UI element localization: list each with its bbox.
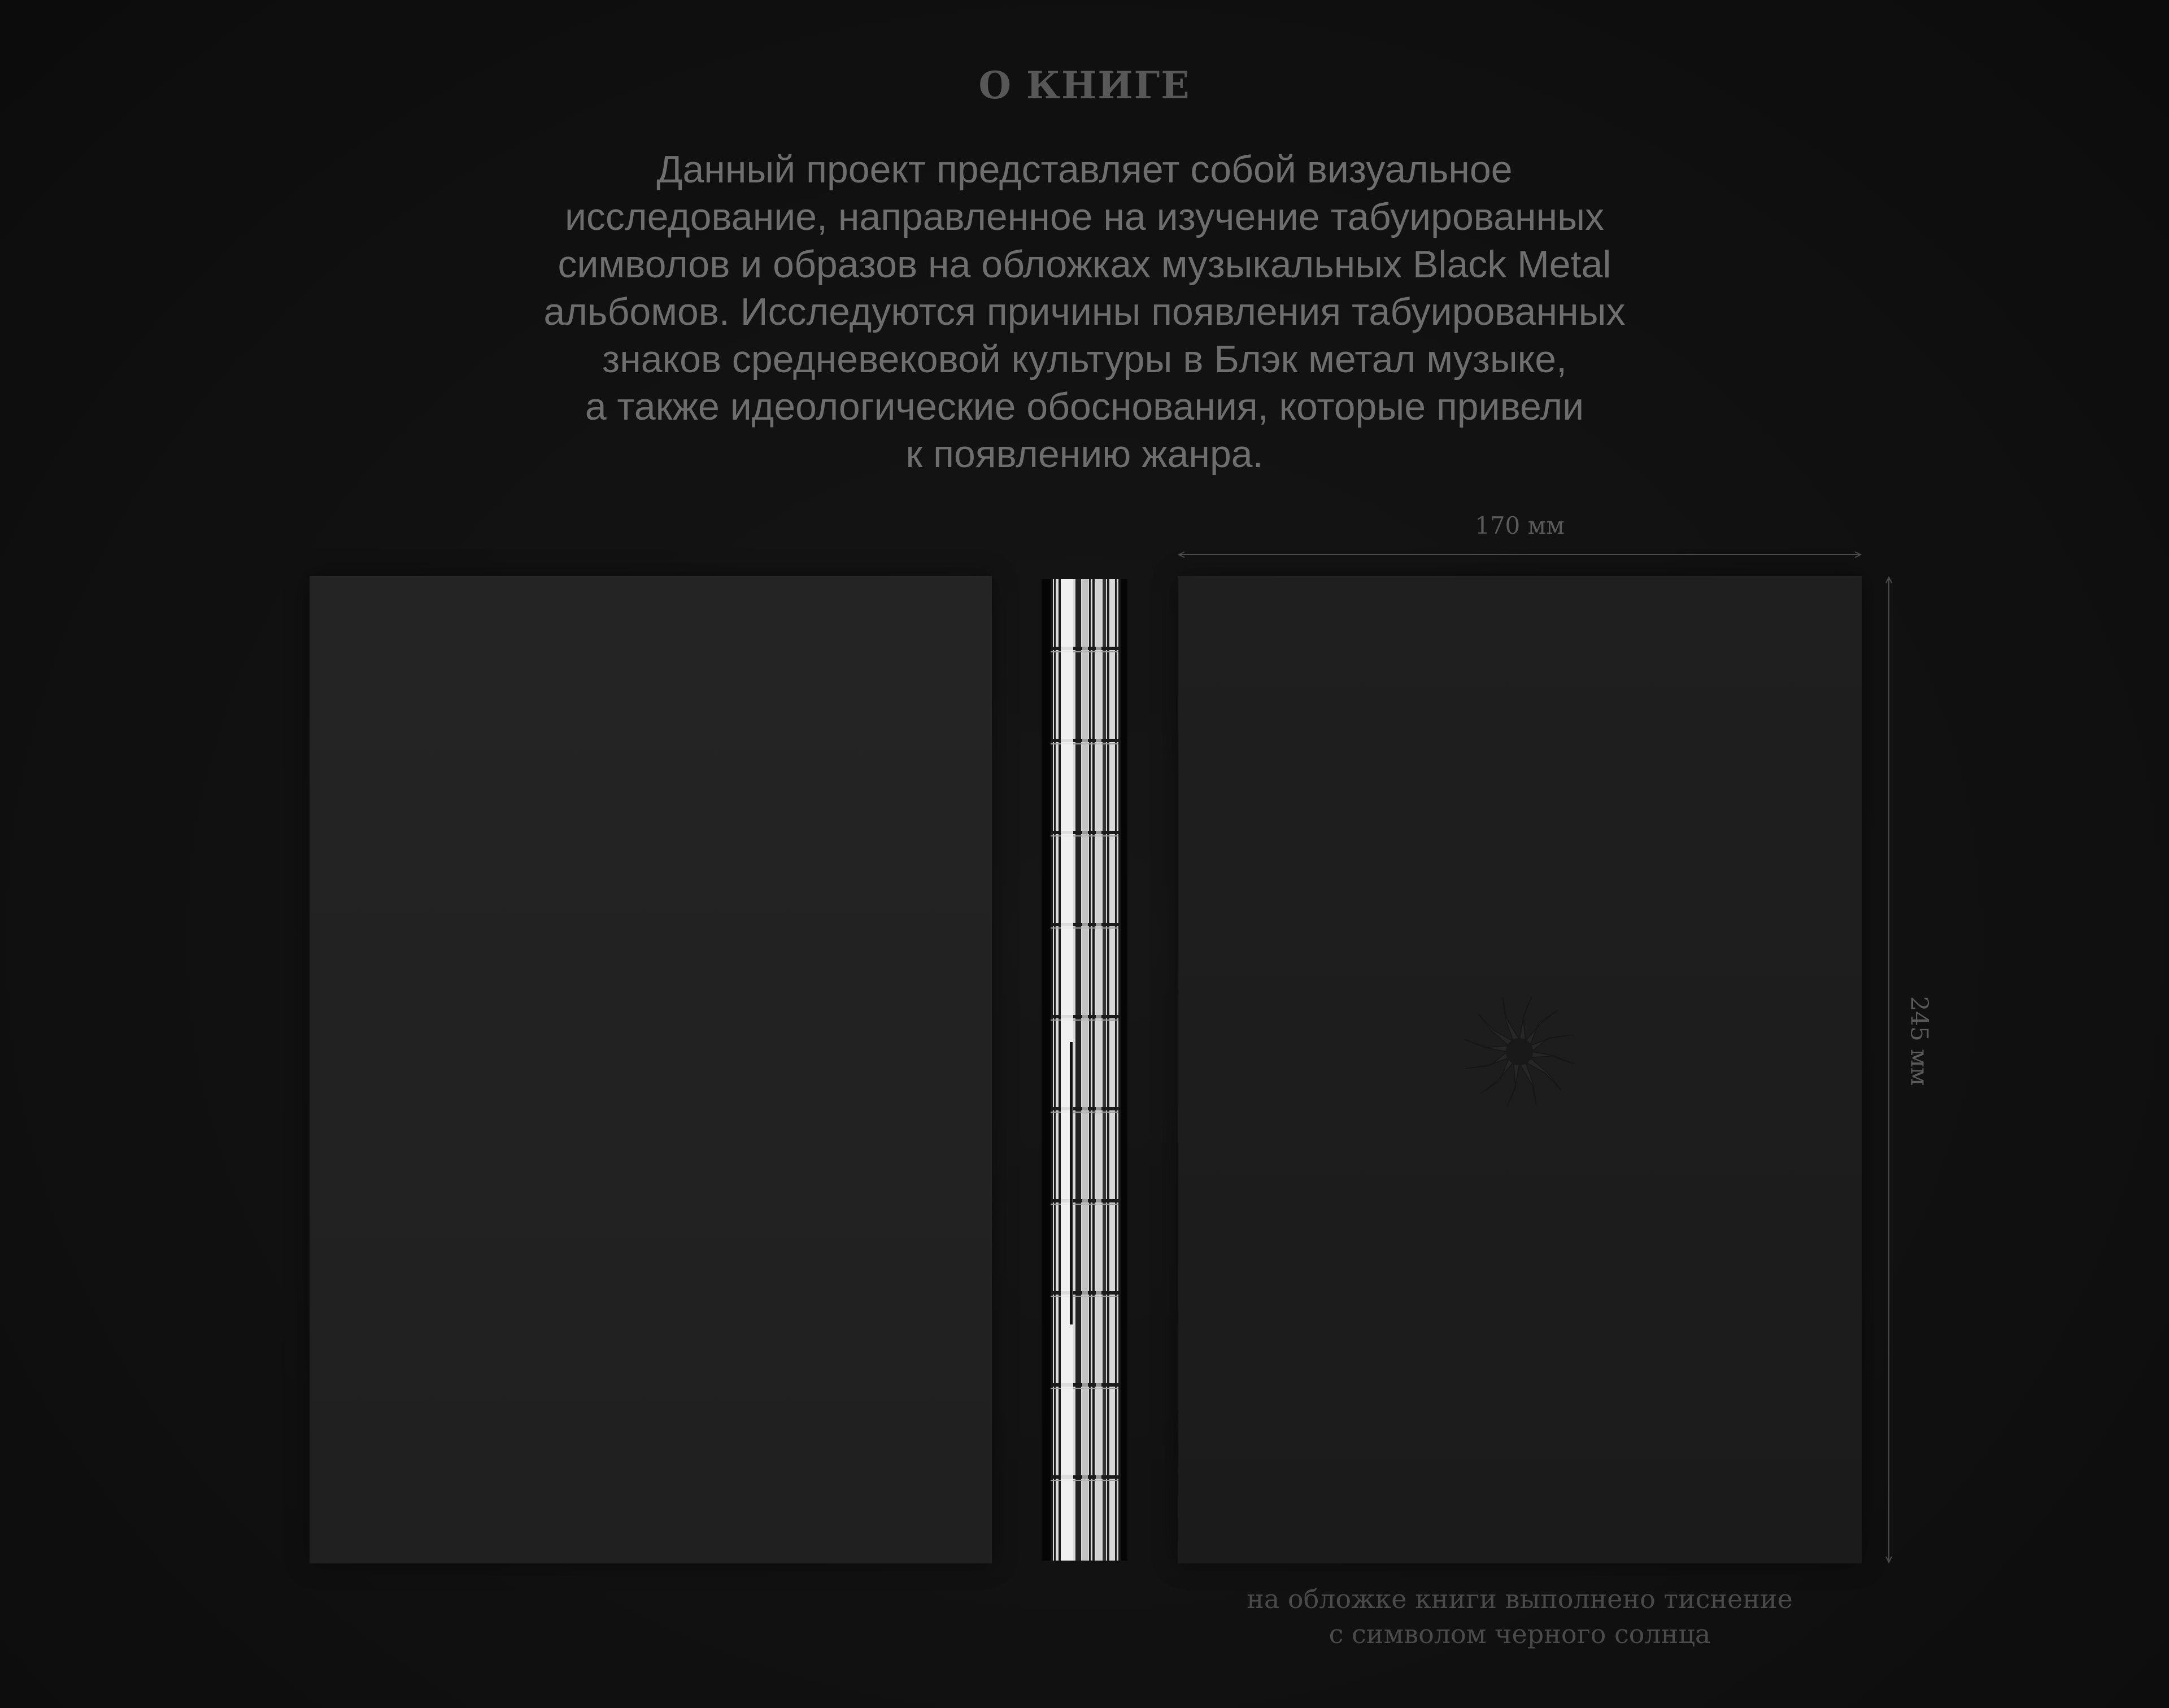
description-line: альбомов. Исследуются причины появления табуированных <box>543 290 1626 333</box>
spine-binding-icon <box>1042 579 1127 1561</box>
project-description <box>435 146 1734 478</box>
description-line: к появлению жанра. <box>905 433 1264 476</box>
height-dimension-line <box>1885 576 1892 1563</box>
caption-line: с символом черного солнца <box>1329 1619 1711 1649</box>
description-line: исследование, направленное на изучение табуированных <box>565 195 1604 238</box>
description-line: а также идеологические обоснования, которые привели <box>585 385 1584 428</box>
description-line: знаков средневековой культуры в Блэк метал музыке, <box>602 338 1567 381</box>
book-back-cover <box>310 576 992 1563</box>
caption-line: на обложке книги выполнено тиснение <box>1247 1584 1793 1614</box>
width-dimension-label: 170 мм <box>1475 512 1565 539</box>
description-line: Данный проект представляет собой визуальное <box>656 148 1513 191</box>
page-title: О КНИГЕ <box>978 63 1191 107</box>
embossing-caption <box>1178 1581 1862 1652</box>
book-spine <box>1042 579 1127 1561</box>
black-sun-icon <box>1457 990 1582 1114</box>
height-dimension-label: 245 мм <box>1905 996 1933 1086</box>
width-dimension-line <box>1178 551 1862 558</box>
description-line: символов и образов на обложках музыкальных Black Metal <box>558 243 1611 286</box>
